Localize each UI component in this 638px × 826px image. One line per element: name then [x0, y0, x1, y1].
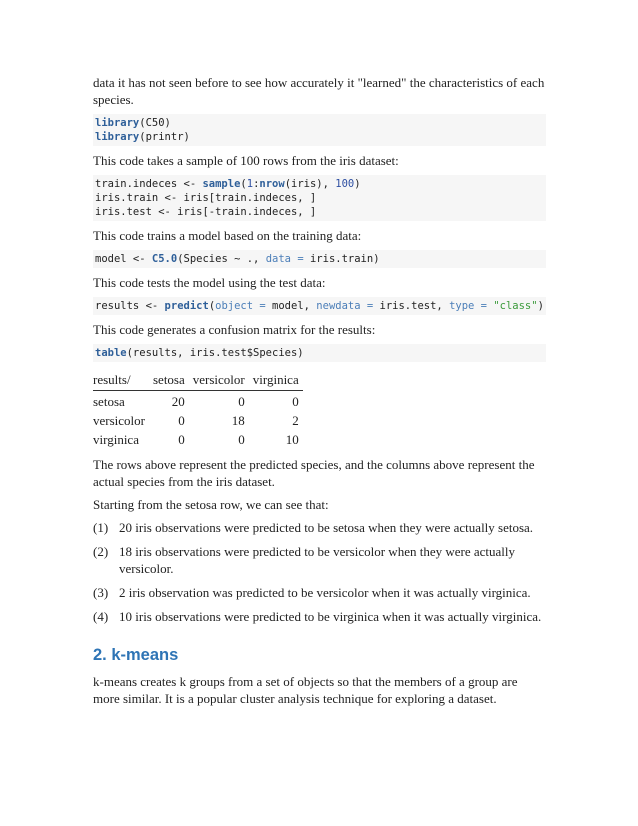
list-item	[93, 519, 546, 536]
table-cell: 18	[231, 413, 245, 428]
train-paragraph: This code trains a model based on the training data:	[93, 228, 362, 243]
code-block-train: model <- C5.0(Species ~ ., data = iris.train)	[93, 250, 546, 268]
table-header-cell: versicolor	[189, 372, 249, 391]
table-cell: 0	[292, 394, 299, 409]
table-row	[93, 429, 303, 448]
document-page	[93, 74, 546, 713]
code-block-predict: results <- predict(object = model, newdata = iris.test, type = "class")	[93, 297, 546, 315]
confusion-matrix-table	[93, 372, 303, 448]
list-item-text: 2 iris observation was predicted to be versicolor when it was actually virginica.	[119, 585, 531, 600]
table-row-label: setosa	[93, 394, 125, 409]
code-block-table: table(results, iris.test$Species)	[93, 344, 546, 362]
table-header-cell: virginica	[249, 372, 303, 391]
table-cell: 2	[292, 413, 299, 428]
code-block-sample: train.indeces <- sample(1:nrow(iris), 100) iris.train <- iris[train.indeces, ] iris.test <- iris[-train.indeces, ]	[93, 175, 546, 221]
code-block-libraries: library(C50) library(printr)	[93, 114, 546, 146]
table-row-label: versicolor	[93, 413, 145, 428]
table-cell: 0	[238, 432, 245, 447]
table-cell: 10	[285, 432, 299, 447]
table-cell: 20	[171, 394, 185, 409]
list-item	[93, 543, 546, 577]
list-item-text: 18 iris observations were predicted to be versicolor when they were actually versicolor.	[119, 544, 515, 576]
list-item-number: (1)	[93, 520, 109, 535]
observations-list	[93, 519, 546, 625]
list-item-number: (3)	[93, 585, 109, 600]
setosa-row-paragraph: Starting from the setosa row, we can see that:	[93, 497, 329, 512]
kmeans-paragraph: k-means creates k groups from a set of objects so that the members of a group are more similar. It is a popular cluster analysis technique for exploring a dataset.	[93, 674, 518, 706]
list-item-text: 10 iris observations were predicted to be virginica when it was actually virginica.	[119, 609, 542, 624]
list-item-number: (4)	[93, 609, 109, 624]
table-cell: 0	[178, 432, 185, 447]
table-header-row	[93, 372, 303, 391]
list-item-number: (2)	[93, 544, 109, 559]
table-row	[93, 391, 303, 411]
table-row-label: virginica	[93, 432, 139, 447]
sample-paragraph: This code takes a sample of 100 rows from the iris dataset:	[93, 153, 399, 168]
list-item-text: 20 iris observations were predicted to be setosa when they were actually setosa.	[119, 520, 534, 535]
rows-explanation-paragraph: The rows above represent the predicted species, and the columns above represent the actual species from the iris dataset.	[93, 457, 535, 489]
test-paragraph: This code tests the model using the test data:	[93, 275, 326, 290]
section-heading: 2. k-means	[93, 646, 179, 664]
list-item	[93, 608, 546, 625]
list-item	[93, 584, 546, 601]
table-cell: 0	[238, 394, 245, 409]
table-row	[93, 410, 303, 429]
confusion-paragraph: This code generates a confusion matrix for the results:	[93, 322, 376, 337]
intro-paragraph: data it has not seen before to see how accurately it "learned" the characteristics of each species.	[93, 75, 545, 107]
table-header-cell: results/	[93, 372, 149, 391]
table-header-cell: setosa	[149, 372, 189, 391]
table-cell: 0	[178, 413, 185, 428]
